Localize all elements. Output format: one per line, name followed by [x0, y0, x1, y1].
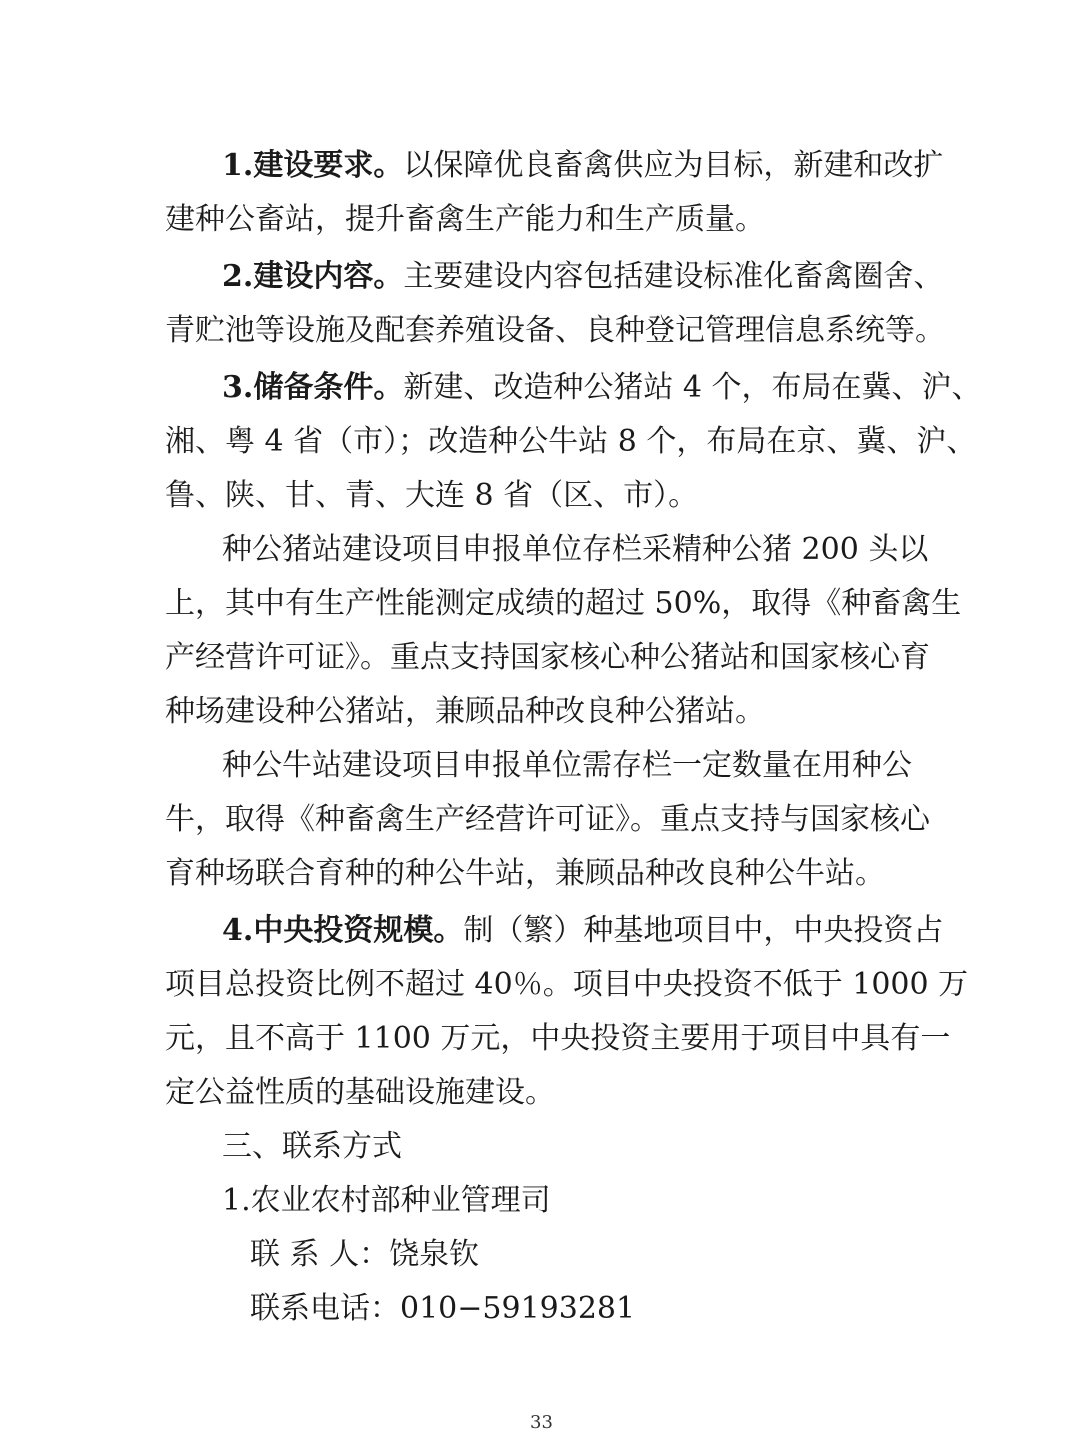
contact-heading: 三、联系方式 [222, 1129, 402, 1164]
section1-heading: 1.建设要求。 [222, 148, 404, 183]
page-number: 33 [530, 1412, 553, 1433]
contact-person-label: 联 系 人： [250, 1237, 390, 1272]
cattle-para-line2: 牛，取得《种畜禽生产经营许可证》。重点支持与国家核心 [165, 802, 930, 837]
cattle-para-line3: 育种场联合育种的种公牛站，兼顾品种改良种公牛站。 [165, 856, 885, 891]
section2-line1: 2.建设内容。主要建设内容包括建设标准化畜禽圈舍、 [222, 259, 944, 294]
pig-para-line2: 上，其中有生产性能测定成绩的超过 50%，取得《种畜禽生 [165, 586, 962, 621]
section1-line2: 建种公畜站，提升畜禽生产能力和生产质量。 [165, 202, 765, 237]
section4-line1: 4.中央投资规模。制（繁）种基地项目中，中央投资占 [222, 913, 944, 948]
section1-line1: 1.建设要求。以保障优良畜禽供应为目标，新建和改扩 [222, 148, 944, 183]
section2-line2: 青贮池等设施及配套养殖设备、良种登记管理信息系统等。 [165, 313, 945, 348]
pig-para-line3: 产经营许可证》。重点支持国家核心种公猪站和国家核心育 [165, 640, 930, 675]
contact-person [250, 1235, 479, 1275]
cattle-para-line1: 种公牛站建设项目申报单位需存栏一定数量在用种公 [222, 748, 912, 783]
section3-heading: 3.储备条件。 [222, 370, 404, 405]
section3-line3: 鲁、陕、甘、青、大连 8 省（区、市）。 [165, 478, 699, 513]
section2-heading: 2.建设内容。 [222, 259, 404, 294]
section4-line4: 定公益性质的基础设施建设。 [165, 1075, 555, 1110]
section4-line3: 元，且不高于 1100 万元，中央投资主要用于项目中具有一 [165, 1021, 951, 1056]
section4-heading: 4.中央投资规模。 [222, 913, 464, 948]
section3-line1: 3.储备条件。新建、改造种公猪站 4 个，布局在冀、沪、 [222, 370, 982, 405]
contact-phone [250, 1289, 635, 1329]
pig-para-line4: 种场建设种公猪站，兼顾品种改良种公猪站。 [165, 694, 765, 729]
pig-para-line1: 种公猪站建设项目申报单位存栏采精种公猪 200 头以 [222, 532, 929, 567]
contact-person-name: 饶泉钦 [389, 1237, 480, 1272]
section3-line2: 湘、粤 4 省（市）；改造种公牛站 8 个，布局在京、冀、沪、 [165, 424, 977, 459]
contact-phone-number: 010−59193281 [400, 1291, 636, 1326]
contact-phone-label: 联系电话： [250, 1291, 400, 1326]
section4-line2: 项目总投资比例不超过 40％。项目中央投资不低于 1000 万 [165, 967, 969, 1002]
contact-org: 1.农业农村部种业管理司 [222, 1183, 551, 1218]
